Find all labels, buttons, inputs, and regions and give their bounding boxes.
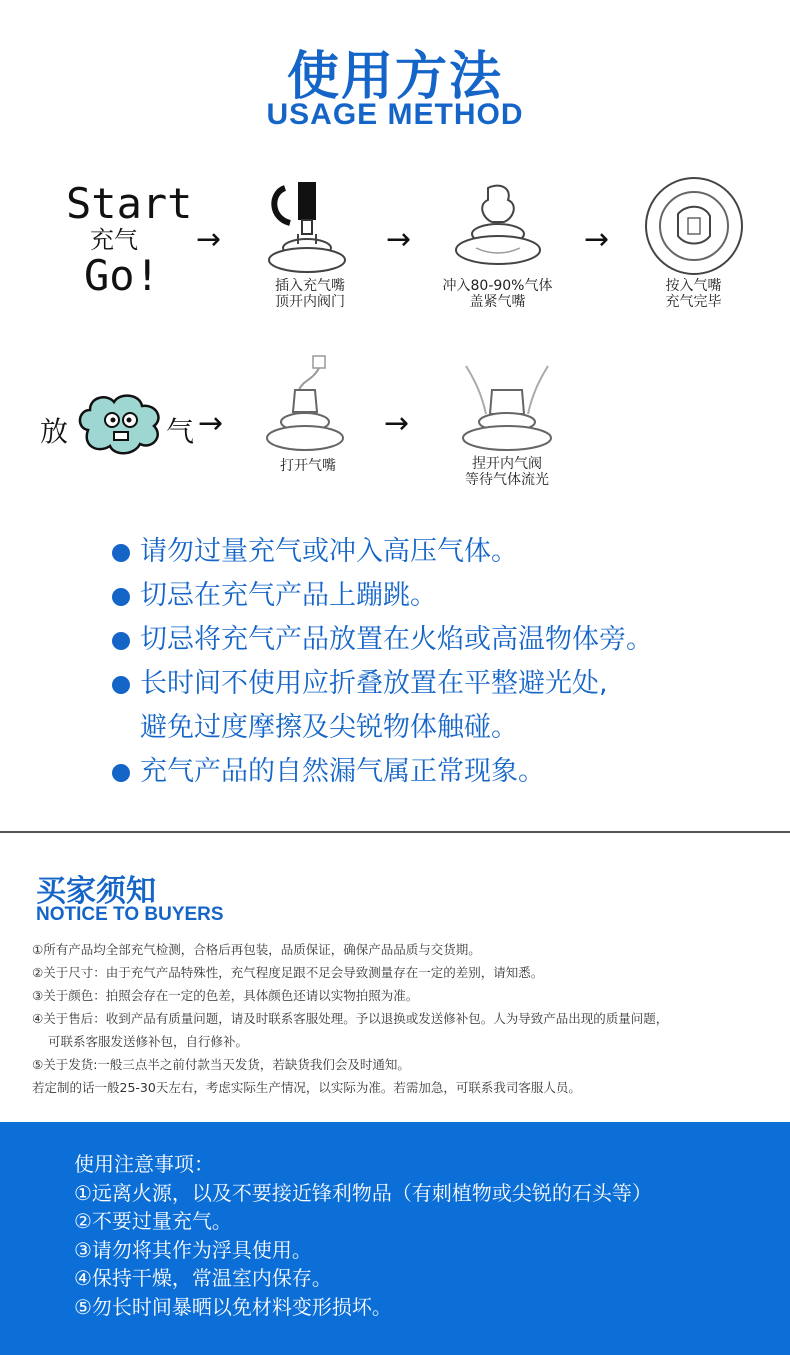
usage-note-item: ①远离火源，以及不要接近锋利物品（有刺植物或尖锐的石头等）: [74, 1180, 652, 1205]
page-title: 使用方法: [286, 47, 503, 107]
caption-line1: 冲入80-90%气体: [442, 278, 553, 294]
bullet-icon: [112, 764, 130, 782]
start-label-en-bottom: Go!: [84, 251, 160, 300]
step-fill-air: [430, 178, 565, 310]
arrow-icon: →: [386, 222, 412, 257]
warning-text-cont: 避免过度摩擦及尖锐物体触碰。: [140, 712, 518, 743]
warning-item: [112, 662, 772, 750]
usage-note-item: ⑤勿长时间暴晒以免材料变形损坏。: [74, 1294, 392, 1319]
warning-text: 请勿过量充气或冲入高压气体。: [140, 536, 518, 567]
notice-line: ②关于尺寸：由于充气产品特殊性，充气程度足跟不足会导致测量存在一定的差别，请知悉。: [32, 965, 544, 980]
warning-item: [112, 750, 772, 794]
notice-line: ③关于颜色：拍照会存在一定的色差，具体颜色还请以实物拍照为准。: [32, 988, 419, 1003]
notice-title: 买家须知: [36, 874, 156, 909]
step-caption: [258, 458, 358, 474]
bullet-icon: [112, 544, 130, 562]
usage-notes-title: 使用注意事项：: [74, 1152, 214, 1176]
page-subtitle: USAGE METHOD: [266, 98, 524, 131]
warning-item: [112, 530, 772, 574]
usage-note-item: ④保持干燥，常温室内保存。: [74, 1266, 332, 1290]
step-caption: [430, 278, 565, 310]
deflate-label-left: 放: [40, 415, 69, 448]
cloud-face-icon: [74, 390, 166, 458]
step-pinch-valve: [442, 356, 572, 488]
warning-text: 长时间不使用应折叠放置在平整避光处,: [140, 668, 608, 699]
bullet-icon: [112, 588, 130, 606]
caption-line1: 插入充气嘴: [275, 278, 345, 294]
warning-text: 切忌将充气产品放置在火焰或高温物体旁。: [140, 624, 653, 655]
warning-text: 充气产品的自然漏气属正常现象。: [140, 756, 545, 787]
notice-line: 若定制的话一般25-30天左右，考虑实际生产情况，以实际为准。若需加急，可联系我司客服人员。: [32, 1080, 581, 1095]
notice-subtitle: NOTICE TO BUYERS: [36, 904, 224, 925]
open-nozzle-icon: [263, 350, 353, 458]
inflate-steps: [0, 170, 790, 330]
start-label-cn: 充气: [90, 226, 138, 254]
arrow-icon: →: [384, 406, 410, 441]
notice-line: ④关于售后：收到产品有质量问题，请及时联系客服处理。予以退换或发送修补包。人为导致产品出现的质量问题，: [32, 1011, 669, 1026]
start-label: [66, 179, 193, 300]
pinch-valve-icon: [452, 356, 562, 456]
caption-line1: 打开气嘴: [280, 458, 336, 474]
step-caption: [255, 278, 365, 310]
insert-nozzle-icon: [260, 178, 360, 278]
step-open-nozzle: [258, 350, 358, 474]
step-insert-nozzle: [255, 178, 365, 310]
usage-note-item: ②不要过量充气。: [74, 1209, 232, 1233]
step-caption: [636, 278, 751, 310]
deflate-steps: [0, 350, 790, 500]
caption-line1: 按入气嘴: [665, 278, 722, 294]
start-label-en-top: Start: [66, 179, 193, 228]
notice-list: [32, 938, 782, 1099]
arrow-icon: →: [196, 222, 222, 257]
warning-item: [112, 618, 772, 662]
notice-line: 可联系客服发送修补包，自行修补。: [48, 1034, 249, 1049]
arrow-icon: →: [584, 222, 610, 257]
warning-list: [112, 530, 772, 794]
section-divider: [0, 831, 790, 833]
caption-line2: 充气完毕: [665, 294, 722, 310]
step-caption: [442, 456, 572, 488]
warning-item: [112, 574, 772, 618]
bullet-icon: [112, 632, 130, 650]
usage-note-item: ③请勿将其作为浮具使用。: [74, 1237, 312, 1262]
bullet-icon: [112, 676, 130, 694]
valve-cap-icon: [448, 178, 548, 278]
deflate-label-right: 气: [166, 415, 195, 448]
warning-text: 切忌在充气产品上蹦跳。: [140, 580, 437, 611]
usage-notes-list: [74, 1150, 774, 1321]
caption-line2: 盖紧气嘴: [469, 294, 526, 310]
pressed-valve-icon: [642, 174, 746, 278]
arrow-icon: →: [198, 406, 224, 441]
notice-line: ⑤关于发货:一般三点半之前付款当天发货，若缺货我们会及时通知。: [32, 1057, 410, 1072]
notice-line: ①所有产品均全部充气检测，合格后再包装，品质保证，确保产品品质与交货期。: [32, 942, 481, 957]
caption-line2: 等待气体流光: [465, 472, 549, 488]
caption-line2: 顶开内阀门: [275, 294, 345, 310]
caption-line1: 捏开内气阀: [472, 456, 542, 472]
step-press-in: [636, 174, 751, 310]
